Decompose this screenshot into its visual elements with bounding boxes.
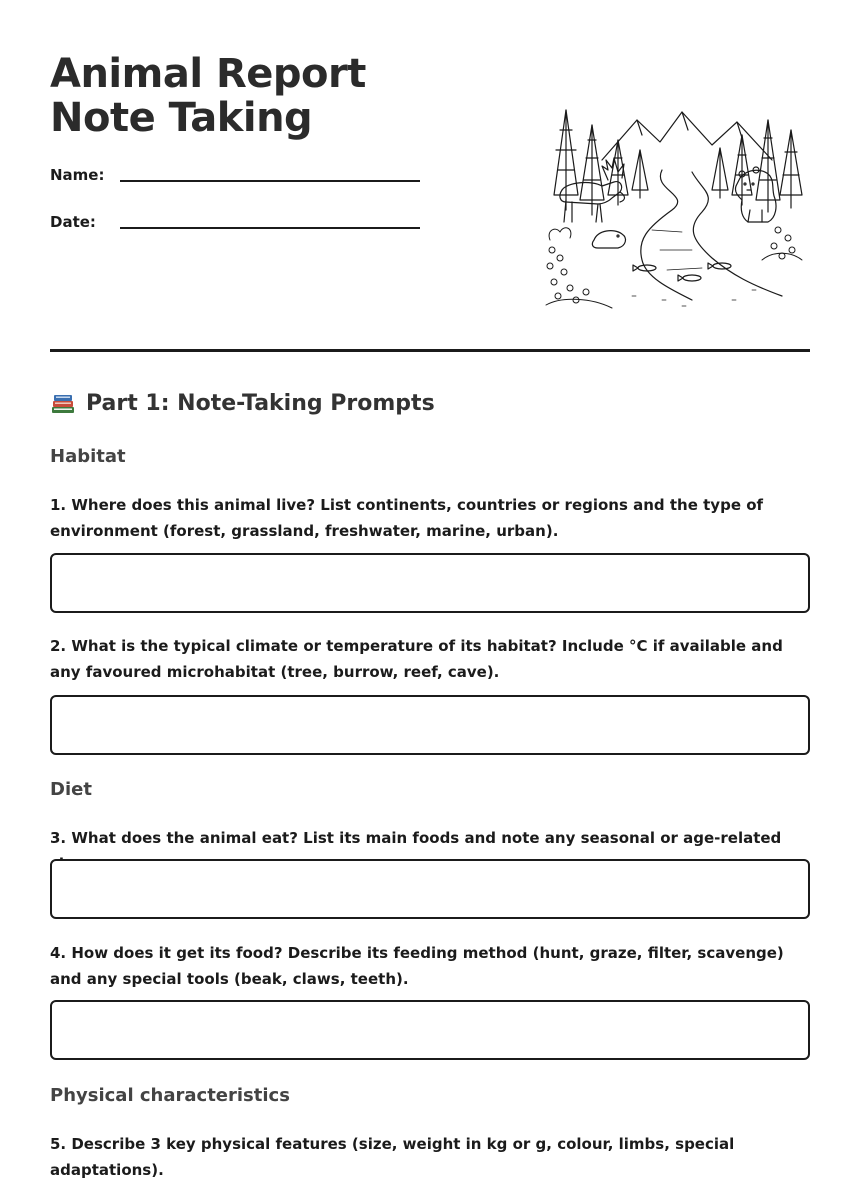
date-field-row — [50, 213, 430, 243]
header-divider — [50, 349, 810, 352]
worksheet-page — [50, 0, 810, 1179]
answer-box-1[interactable] — [50, 553, 810, 613]
section-diet: Diet — [50, 779, 92, 800]
question-4: 4. How does it get its food? Describe its feeding method (hunt, graze, filter, scavenge) and any special tools (beak, claws, teeth). — [50, 944, 784, 988]
answer-box-4[interactable] — [50, 1000, 810, 1060]
question-1: 1. Where does this animal live? List continents, countries or regions and the type of environment (forest, grassland, freshwater, marine, urban). — [50, 496, 764, 540]
name-field-row — [50, 166, 430, 196]
page-title: Animal Report Note Taking — [50, 51, 366, 141]
question-3: 3. What does the animal eat? List its main foods and note any seasonal or age-related — [50, 829, 782, 847]
section-physical-characteristics: Physical characteristics — [50, 1085, 290, 1106]
date-label: Date: — [50, 213, 96, 231]
answer-box-2[interactable] — [50, 695, 810, 755]
question-5: 5. Describe 3 key physical features (size, weight in kg or g, colour, limbs, special adaptations). — [50, 1135, 735, 1179]
section-habitat: Habitat — [50, 446, 126, 467]
date-field[interactable] — [120, 227, 420, 229]
name-field[interactable] — [120, 180, 420, 182]
question-2: 2. What is the typical climate or temperature of its habitat? Include °C if available and any favoured microhabitat (tree, burrow, reef, cave). — [50, 637, 783, 681]
part1-heading-text: Part 1: Note-Taking Prompts — [86, 390, 435, 416]
part1-heading — [50, 390, 435, 416]
name-label: Name: — [50, 166, 105, 184]
answer-box-3[interactable] — [50, 859, 810, 919]
books-icon — [50, 390, 76, 416]
forest-animals-illustration — [542, 100, 804, 318]
